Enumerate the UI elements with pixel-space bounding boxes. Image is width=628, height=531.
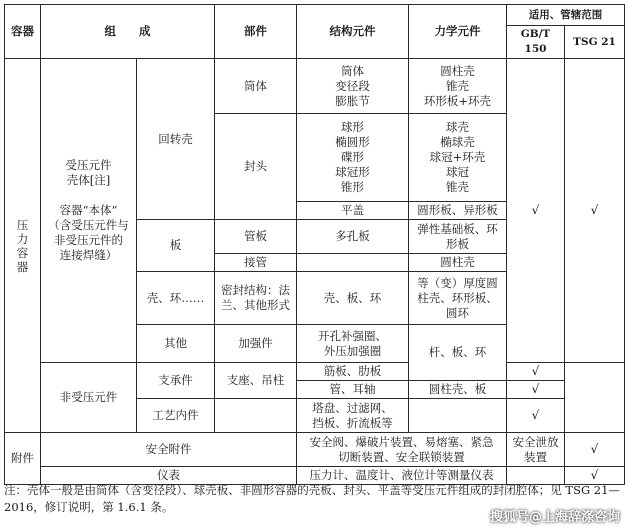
gb-check-ribs: √ xyxy=(507,363,565,381)
spec-table xyxy=(4,4,625,485)
part-head: 封头 xyxy=(215,114,297,220)
mechanics-head: 球壳 椭球壳 球冠+环壳 球冠 锥壳 xyxy=(409,114,507,202)
gb-check-body: √ xyxy=(507,59,565,363)
attachment-label: 附件 xyxy=(5,433,41,485)
internals-label: 工艺内件 xyxy=(137,399,215,433)
plate-label: 板 xyxy=(137,220,215,272)
tsg-non-pressure-blank xyxy=(565,363,625,433)
mechanics-rod: 杆、板、环 xyxy=(409,325,507,381)
tsg-check-instruments: √ xyxy=(565,467,625,485)
part-nozzle: 接管 xyxy=(215,254,297,272)
structure-porous: 多孔板 xyxy=(297,220,409,254)
tsg-check-body: √ xyxy=(565,59,625,363)
header-scope: 适用、管辖范围 xyxy=(507,5,625,26)
structure-flat-cover: 平盖 xyxy=(297,202,409,220)
instruments-label: 仪表 xyxy=(41,467,297,485)
part-cylinder: 筒体 xyxy=(215,59,297,114)
part-internals-blank xyxy=(215,399,297,433)
mechanics-tubesheet: 弹性基础板、环 形板 xyxy=(409,220,507,254)
support-label: 支承件 xyxy=(137,363,215,399)
header-container: 容器 xyxy=(5,5,41,59)
structure-tube-lug: 管、耳轴 xyxy=(297,381,409,399)
structure-internals: 塔盘、过滤网、 挡板、折流板等 xyxy=(297,399,409,433)
header-composition: 组 成 xyxy=(41,5,215,59)
structure-reinforce: 开孔补强圈、 外压加强圈 xyxy=(297,325,409,363)
non-pressure-label: 非受压元件 xyxy=(41,363,137,433)
mechanics-support: 圆柱壳、板 xyxy=(409,381,507,399)
structure-nozzle-blank xyxy=(297,254,409,272)
structure-ribs: 筋板、肋板 xyxy=(297,363,409,381)
header-structure: 结构元件 xyxy=(297,5,409,59)
revolving-shell-label: 回转壳 xyxy=(137,59,215,220)
tsg-check-safety: √ xyxy=(565,433,625,467)
pressure-vessel-label: 压 力 容 器 xyxy=(5,59,41,433)
table-note: 注：壳体一般是由筒体（含变径段）、球壳板、非圆形容器的壳板、封头、平盖等受压元件组成的封闭腔体；见 TSG 21—2016，修订说明，第 1.6.1 条。 xyxy=(4,483,620,514)
header-mechanics: 力学元件 xyxy=(409,5,507,59)
header-gb: GB/T 150 xyxy=(507,26,565,59)
other-label: 其他 xyxy=(137,325,215,363)
shell-ring-label: 壳、环…… xyxy=(137,272,215,325)
mechanics-seal: 等（变）厚度圆 柱壳、环形板、 圆环 xyxy=(409,272,507,325)
gb-check-internals: √ xyxy=(507,399,565,433)
structure-instruments: 压力计、温度计、液位计等测量仪表 xyxy=(297,467,507,485)
header-parts: 部件 xyxy=(215,5,297,59)
safety-accessory-label: 安全附件 xyxy=(41,433,297,467)
part-saddle: 支座、吊柱 xyxy=(215,363,297,399)
structure-safety: 安全阀、爆破片装置、易熔塞、紧急 切断装置、安全联锁装置 xyxy=(297,433,507,467)
mechanics-internals-blank xyxy=(409,399,507,433)
body-label: 受压元件 壳体[注] 容器“本体” （含受压元件与 非受压元件的 连接焊缝） xyxy=(41,59,137,363)
part-tubesheet: 管板 xyxy=(215,220,297,254)
structure-cylinder: 筒体 变径段 膨胀节 xyxy=(297,59,409,114)
mechanics-flat-cover: 圆形板、异形板 xyxy=(409,202,507,220)
header-tsg: TSG 21 xyxy=(565,26,625,59)
watermark: 搜狐号@上海辞涤咨询 xyxy=(489,510,620,525)
part-reinforce: 加强件 xyxy=(215,325,297,363)
structure-seal: 壳、板、环 xyxy=(297,272,409,325)
mechanics-cylinder: 圆柱壳 锥壳 环形板+环壳 xyxy=(409,59,507,114)
gb-check-lug: √ xyxy=(507,381,565,399)
mechanics-nozzle: 圆柱壳 xyxy=(409,254,507,272)
structure-head: 球形 椭圆形 碟形 球冠形 锥形 xyxy=(297,114,409,202)
gb-safety: 安全泄放 装置 xyxy=(507,433,565,467)
part-seal: 密封结构：法 兰、其他形式 xyxy=(215,272,297,325)
